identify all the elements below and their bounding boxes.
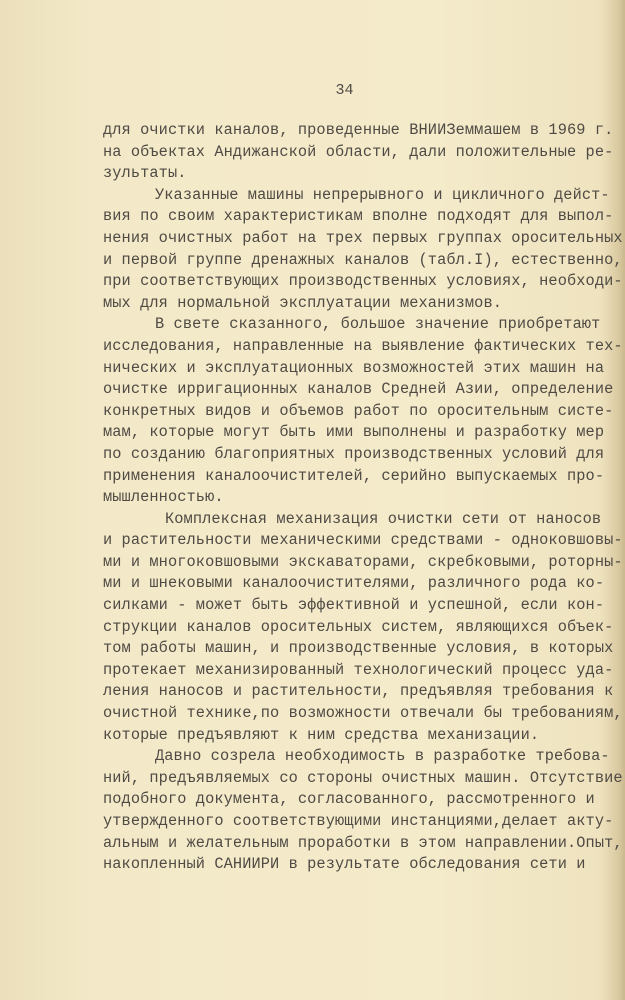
text-line: мых для нормальной эксплуатации механизмов. <box>103 293 503 312</box>
text-line: подобного документа, согласованного, рассмотренного и <box>103 790 595 809</box>
text-line: струкции каналов оросительных систем, являющихся объек- <box>103 617 614 636</box>
text-line: накопленный САНИИРИ в результате обследования сети и <box>103 855 586 874</box>
text-line: нения очистных работ на трех первых группах оросительных <box>103 228 623 247</box>
text-line: утвержденного соответствующими инстанциями,делает акту- <box>103 812 614 830</box>
text-line: ления наносов и растительности, предъявляя требования к <box>103 682 614 701</box>
paragraph-first-line: В свете сказанного, большое значение приобретают <box>155 315 601 334</box>
text-line: мышленностью. <box>103 488 224 507</box>
text-line: мам, которые могут быть ими выполнены и разработку мер <box>103 423 605 442</box>
text-line: при соответствующих производственных условиях, необходи- <box>103 272 623 291</box>
text-line: применения каналоочистителей, серийно выпускаемых про- <box>103 466 605 485</box>
document-body <box>103 120 623 876</box>
paragraph-first-line: Указанные машины непрерывного и цикличного дейст- <box>155 185 610 204</box>
text-line: и первой группе дренажных каналов (табл.I), естественно, <box>103 250 623 269</box>
page-number: 34 <box>335 82 354 99</box>
text-line: ми и многоковшовыми экскаваторами, скребковыми, роторны- <box>103 552 623 571</box>
text-line: том работы машин, и производственные условия, в которых <box>103 639 614 658</box>
text-line: альным и желательным проработки в этом направлении.Опыт, <box>103 833 623 852</box>
text-line: нических и эксплуатационных возможностей этих машин на <box>103 358 605 377</box>
text-line: силками - может быть эффективной и успешной, если кон- <box>103 596 605 615</box>
text-line: по созданию благоприятных производственных условий для <box>103 444 605 463</box>
text-line: для очистки каналов, проведенные ВНИИЗеммашем в 1969 г. <box>103 121 614 139</box>
text-line: вия по своим характеристикам вполне подходят для выпол- <box>103 207 614 226</box>
text-line: на объектах Андижанской области, дали положительные ре- <box>103 142 614 161</box>
text-line: очистной технике,по возможности отвечали бы требованиям, <box>103 704 623 723</box>
paragraph-first-line: Давно созрела необходимость в разработке требова- <box>155 747 610 766</box>
text-line: и растительности механическими средствами - одноковшовы- <box>103 531 623 550</box>
paragraph-first-line: Комплексная механизация очистки сети от наносов <box>165 509 602 528</box>
text-line: зультаты. <box>103 164 187 183</box>
text-line: которые предъявляют к ним средства механизации. <box>103 725 540 744</box>
text-line: конкретных видов и объемов работ по оросительным систе- <box>103 401 614 420</box>
text-line: ний, предъявляемых со стороны очистных машин. Отсутствие <box>103 768 623 787</box>
text-line: ми и шнековыми каналоочистителями, различного рода ко- <box>103 574 605 593</box>
text-line: очистке ирригационных каналов Средней Азии, определение <box>103 380 614 399</box>
text-line: протекает механизированный технологический процесс уда- <box>103 660 614 679</box>
text-line: исследования, направленные на выявление фактических тех- <box>103 336 623 355</box>
